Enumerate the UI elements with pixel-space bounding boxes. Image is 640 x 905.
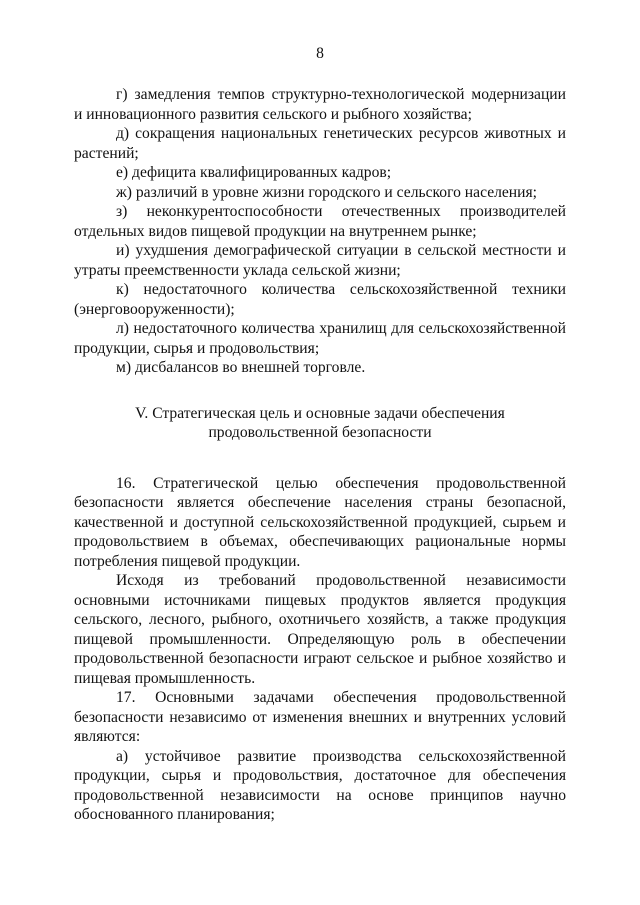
document-body — [74, 85, 566, 825]
section-heading-line: V. Стратегическая цель и основные задачи обеспечения — [135, 404, 505, 422]
list-item: е) дефицита квалифицированных кадров; — [116, 164, 392, 181]
page-number: 8 — [316, 45, 324, 62]
section-heading-line: продовольственной безопасности — [208, 424, 432, 441]
paragraph: Исходя из требований продовольственной независимости основными источниками пищевых продуктов является продукция сельского, лесного, рыбного, охотничьего хозяйств, а также продукция пищевой промышленности. Определяющую роль в обеспечении продовольственной безопасности играют сельское и рыбное хозяйство и пищевая промышленность. — [74, 572, 566, 687]
paragraph: а) устойчивое развитие производства сельскохозяйственной продукции, сырья и продовольствия, достаточное для обеспечения продовольственной независимости на основе принципов научно обоснованного планирования; — [74, 747, 566, 823]
list-item: к) недостаточного количества сельскохозяйственной техники (энерговооруженности); — [74, 281, 566, 318]
list-section — [74, 85, 566, 378]
list-item: л) недостаточного количества хранилищ для сельскохозяйственной продукции, сырья и продовольствия; — [74, 320, 566, 357]
list-item: з) неконкурентоспособности отечественных производителей отдельных видов пищевой продукции на внутреннем рынке; — [74, 203, 566, 240]
section-heading — [74, 404, 566, 443]
list-item: д) сокращения национальных генетических ресурсов животных и растений; — [74, 125, 566, 162]
section-body — [74, 474, 566, 825]
paragraph: 17. Основными задачами обеспечения продовольственной безопасности независимо от изменения внешних и внутренних условий являются: — [74, 689, 566, 745]
list-item: м) дисбалансов во внешней торговле. — [116, 359, 366, 376]
list-item: ж) различий в уровне жизни городского и сельского населения; — [116, 183, 538, 201]
list-item: г) замедления темпов структурно-технологической модернизации и инновационного развития сельского и рыбного хозяйства; — [74, 86, 566, 123]
list-item: и) ухудшения демографической ситуации в сельской местности и утраты преемственности уклада сельской жизни; — [74, 242, 566, 279]
paragraph: 16. Стратегической целью обеспечения продовольственной безопасности является обеспечение населения страны безопасной, качественной и доступной сельскохозяйственной продукцией, сырьем и продовольствием в объемах, обеспечивающих рациональные нормы потребления пищевой продукции. — [74, 474, 566, 570]
